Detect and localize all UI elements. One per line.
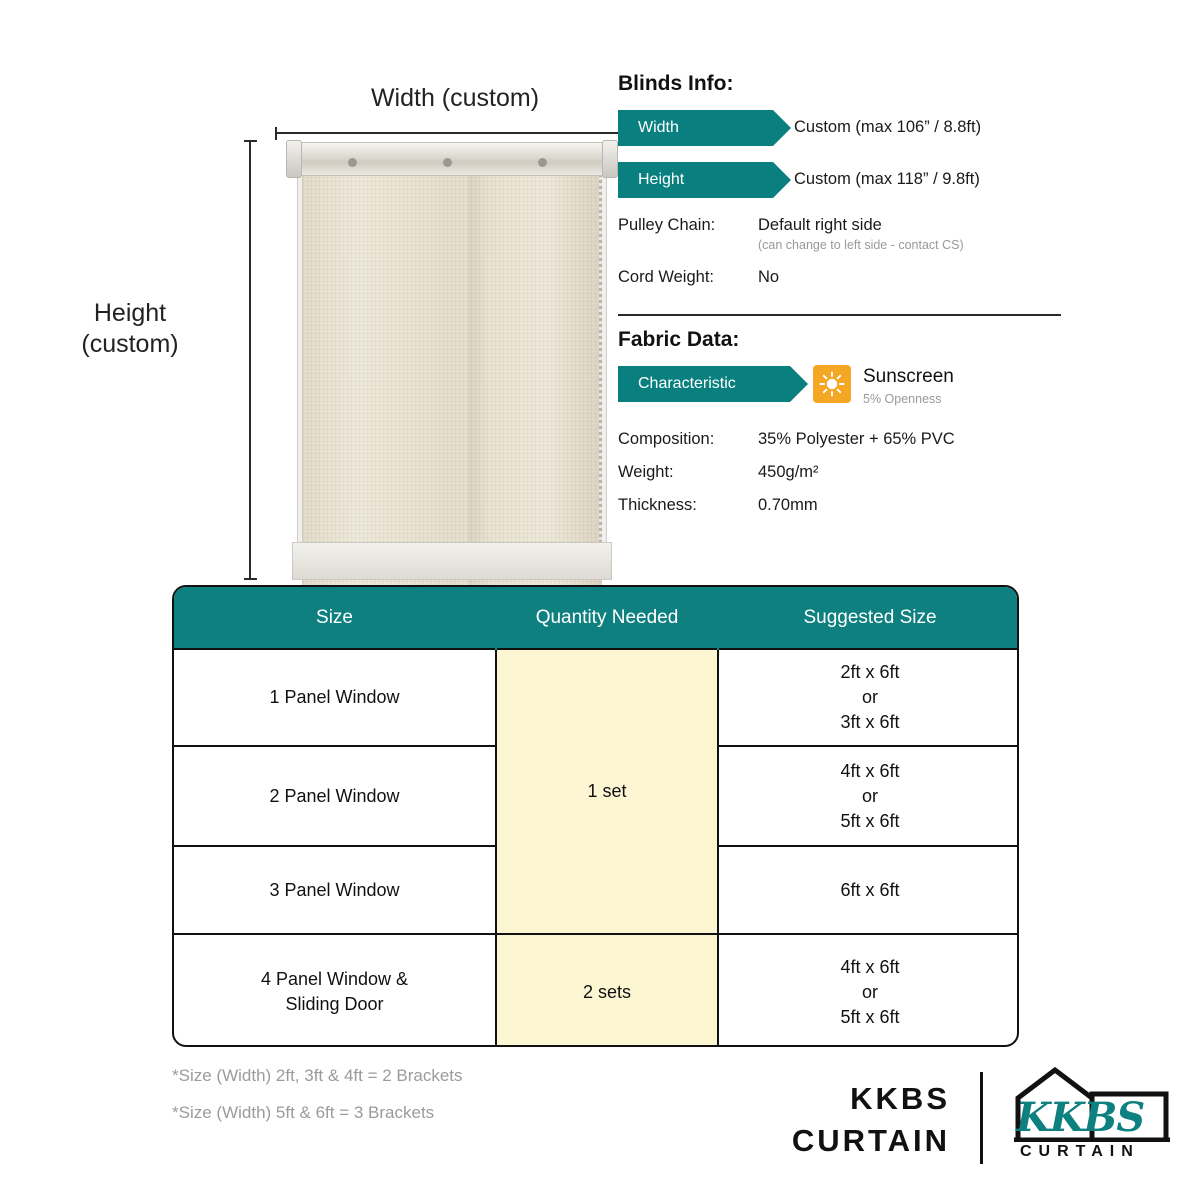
kkbs-logo (1008, 1064, 1173, 1172)
height-dim-tick-bottom (244, 578, 257, 580)
pulley-chain-key: Pulley Chain: (618, 216, 716, 234)
cell-suggested-size: 6ft x 6ft (718, 846, 1019, 934)
table-row (174, 934, 1019, 1047)
footnote-brackets-small: *Size (Width) 2ft, 3ft & 4ft = 2 Brackets (172, 1066, 463, 1085)
window-with-roller-blind (292, 140, 612, 580)
composition-value: 35% Polyester + 65% PVC (758, 430, 955, 448)
cell-suggested-size: 2ft x 6ft or 3ft x 6ft (718, 649, 1019, 746)
spec-panel (618, 72, 1068, 526)
pulley-chain-note: (can change to left side - contact CS) (758, 238, 964, 252)
cell-size: 1 Panel Window (174, 649, 496, 746)
roller-end-cap-left (286, 140, 302, 178)
characteristic-tag-arrow-icon (790, 366, 808, 402)
height-dimension-label (60, 298, 200, 360)
roller-shade-fabric (302, 172, 602, 590)
height-value: Custom (max 118” / 9.8ft) (794, 170, 980, 188)
column-header-suggested-size: Suggested Size (718, 587, 1019, 649)
width-value: Custom (max 106” / 8.8ft) (794, 118, 982, 136)
spec-row-weight (618, 463, 1068, 493)
thickness-key: Thickness: (618, 496, 697, 514)
spec-row-composition (618, 430, 1068, 460)
cell-size: 2 Panel Window (174, 746, 496, 846)
cell-suggested-size: 4ft x 6ft or 5ft x 6ft (718, 746, 1019, 846)
roller-bracket-dot (443, 158, 452, 167)
footnotes (172, 1066, 463, 1140)
brand-footer (740, 1064, 1170, 1174)
characteristic-tag: Characteristic (618, 366, 790, 402)
roller-end-cap-right (602, 140, 618, 178)
footnote-brackets-large: *Size (Width) 5ft & 6ft = 3 Brackets (172, 1103, 435, 1122)
fabric-data-title: Fabric Data: (618, 328, 740, 351)
characteristic-openness: 5% Openness (863, 392, 942, 406)
pulley-chain-icon (599, 174, 602, 554)
width-tag: Width (618, 110, 773, 146)
width-dimension-line (275, 127, 627, 139)
cord-weight-key: Cord Weight: (618, 268, 714, 286)
table-row (174, 649, 1019, 746)
cell-quantity: 1 set (496, 649, 718, 934)
cell-quantity: 2 sets (496, 934, 718, 1047)
column-header-quantity: Quantity Needed (496, 587, 718, 649)
weight-key: Weight: (618, 463, 674, 481)
composition-key: Composition: (618, 430, 715, 448)
height-dimension-label-line2: (custom) (81, 330, 179, 358)
height-tag: Height (618, 162, 773, 198)
window-sill (292, 542, 612, 580)
spec-row-height (618, 162, 1068, 202)
width-tag-arrow-icon (773, 110, 791, 146)
cord-weight-value: No (758, 268, 780, 286)
size-guide-table (172, 585, 1019, 1047)
column-header-size: Size (174, 587, 496, 649)
sun-icon (813, 365, 851, 403)
width-dim-bar (275, 132, 627, 134)
thickness-value: 0.70mm (758, 496, 818, 514)
logo-subtext: CURTAIN (1020, 1143, 1140, 1160)
roller-shade-shadow (468, 172, 490, 590)
height-tag-arrow-icon (773, 162, 791, 198)
roller-bracket-dot (348, 158, 357, 167)
table-header-row (174, 587, 1019, 649)
height-dimension-line (244, 140, 256, 580)
roller-tube (292, 142, 612, 176)
brand-name-line2: CURTAIN (791, 1123, 950, 1158)
brand-name (740, 1078, 950, 1162)
cell-suggested-size: 4ft x 6ft or 5ft x 6ft (718, 934, 1019, 1047)
pulley-chain-value: Default right side (758, 216, 882, 234)
spec-row-width (618, 110, 1068, 150)
cell-size: 3 Panel Window (174, 846, 496, 934)
spec-row-characteristic (618, 366, 1068, 412)
brand-name-line1: KKBS (850, 1081, 950, 1116)
spec-row-cord-weight (618, 268, 1068, 298)
spec-row-pulley-chain (618, 216, 1068, 264)
height-dimension-label-line1: Height (93, 299, 167, 327)
weight-value: 450g/m² (758, 463, 819, 481)
width-dimension-label: Width (custom) (370, 84, 540, 112)
product-overview-section (0, 0, 1200, 565)
cell-size: 4 Panel Window & Sliding Door (174, 934, 496, 1047)
spec-row-thickness (618, 496, 1068, 526)
brand-divider (980, 1072, 983, 1164)
blind-illustration (60, 40, 600, 550)
section-divider (618, 314, 1061, 316)
roller-bracket-dot (538, 158, 547, 167)
blinds-info-title: Blinds Info: (618, 72, 734, 95)
characteristic-name: Sunscreen (863, 366, 954, 387)
height-dim-bar (249, 140, 251, 580)
logo-wordmark: KKBS (1016, 1094, 1145, 1141)
